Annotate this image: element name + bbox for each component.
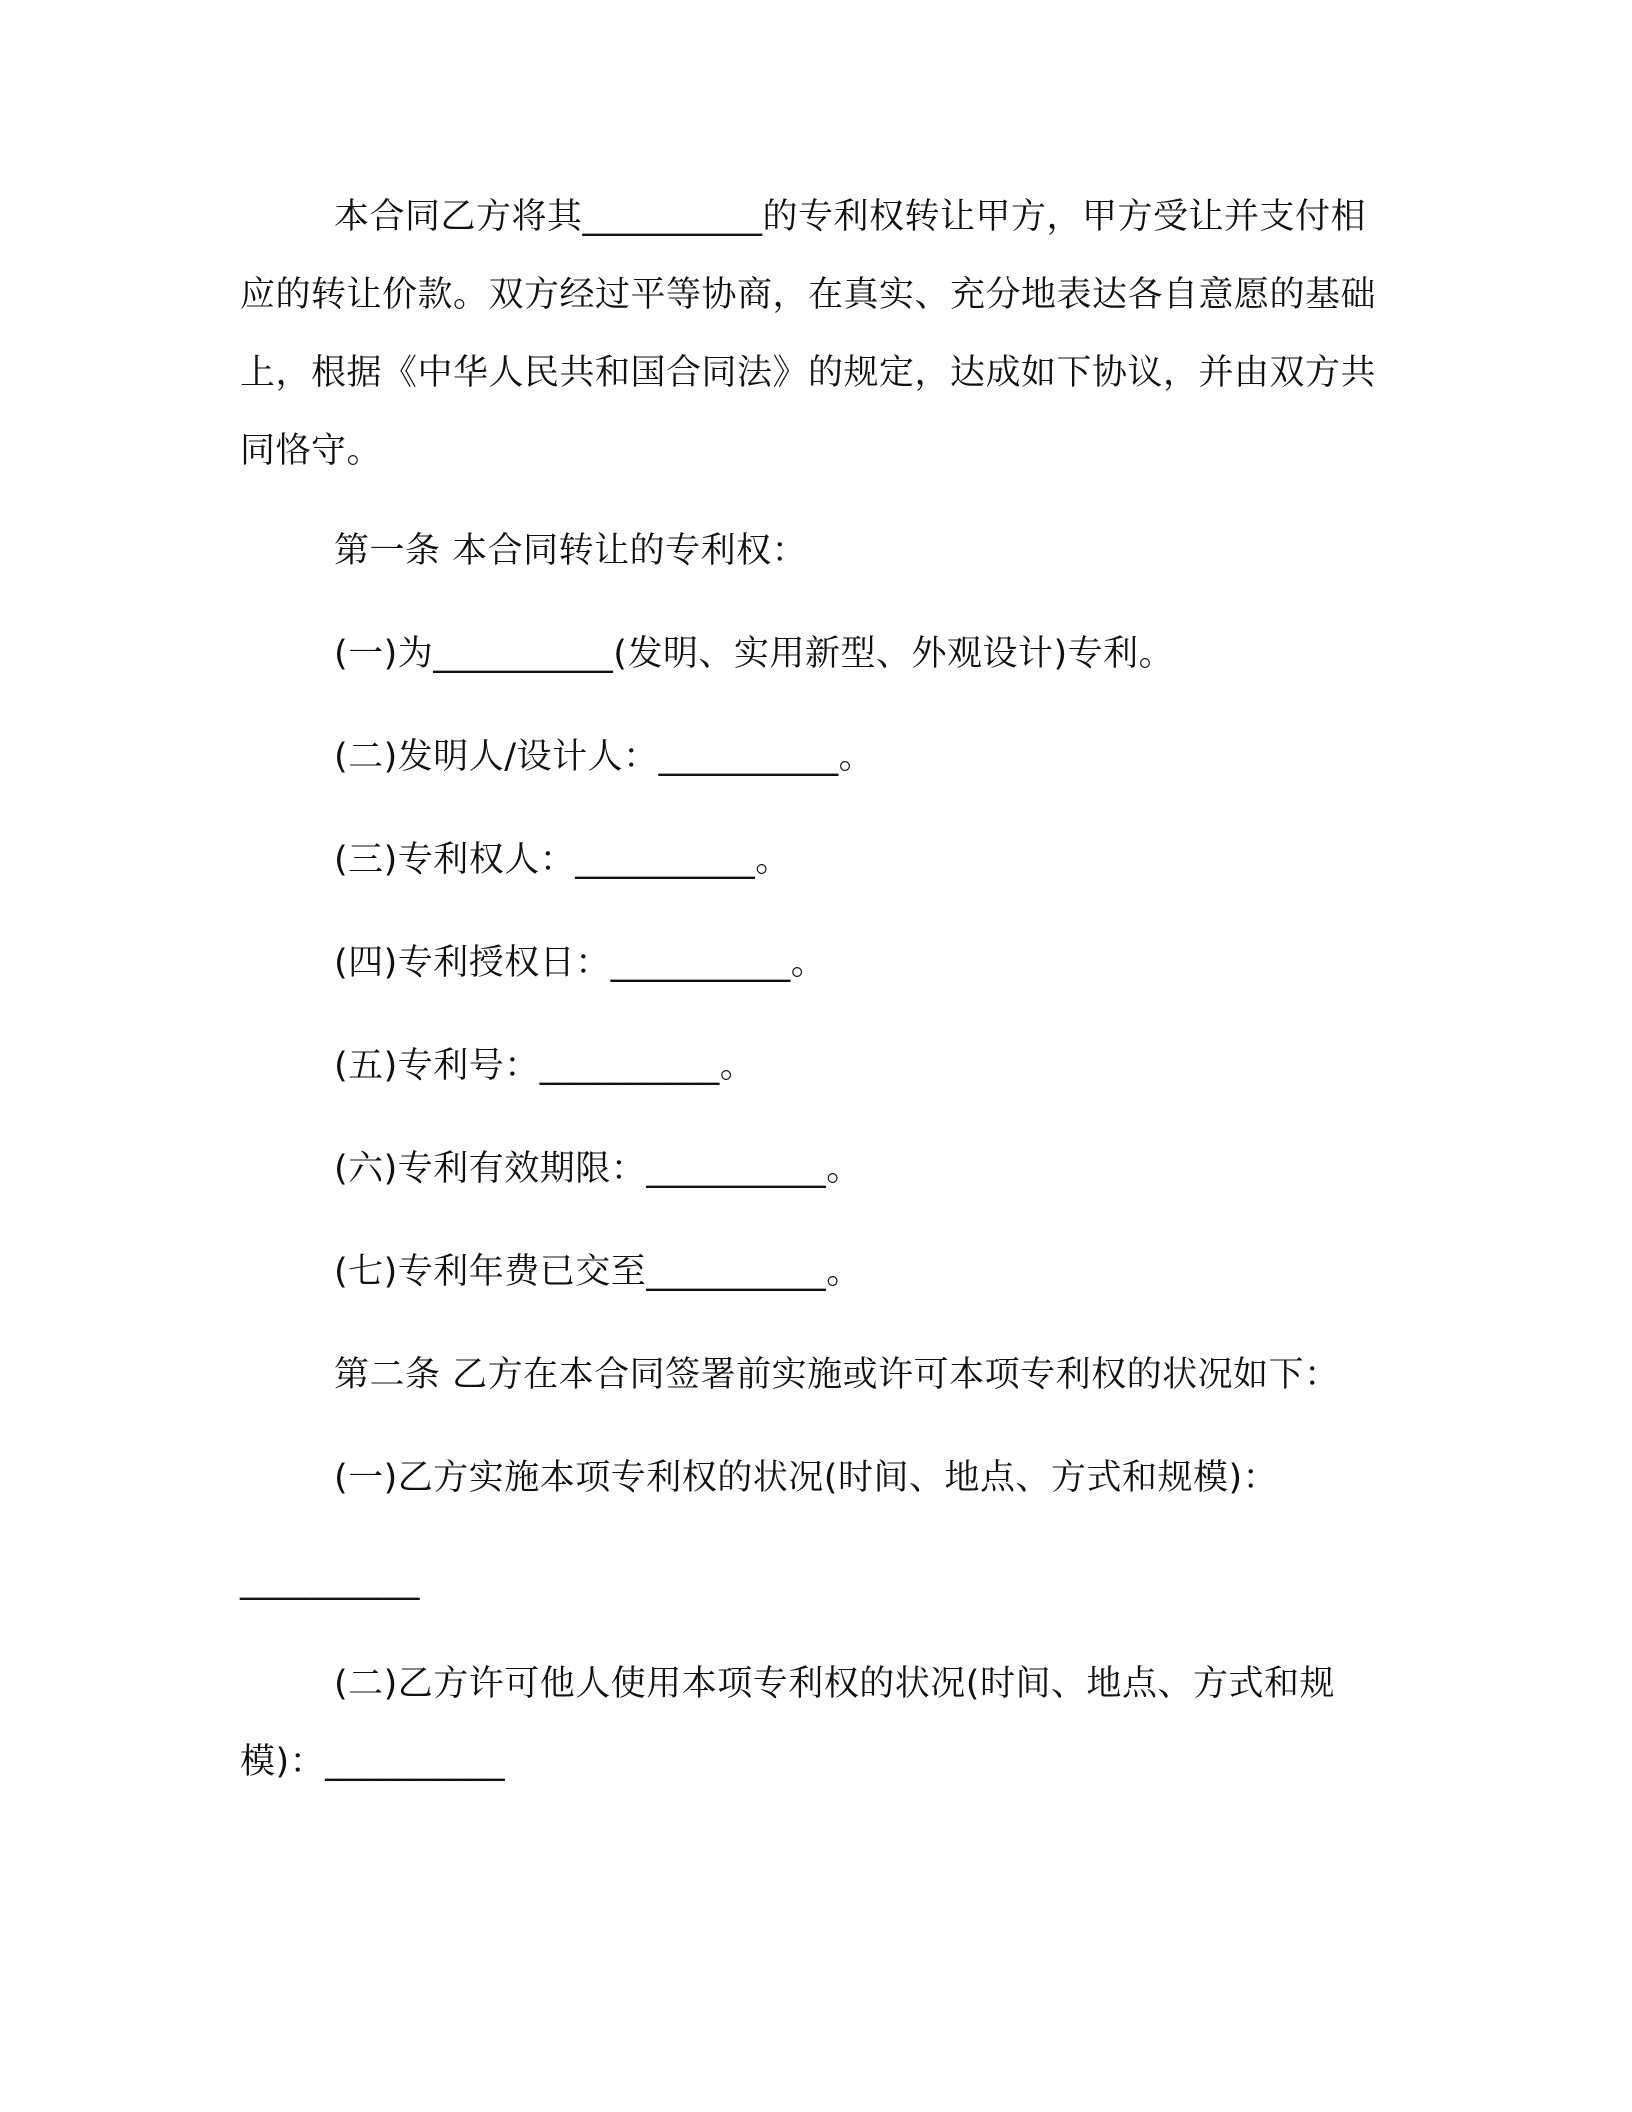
article-1-item-3: (三)专利权人：__________。 [334,840,791,880]
article-1-item-7: (七)专利年费已交至__________。 [334,1252,862,1292]
article-1-item-6: (六)专利有效期限：__________。 [334,1149,862,1189]
article-2-item-2-line-2: 模)：__________ [240,1742,506,1782]
article-1-item-5: (五)专利号：__________。 [334,1046,756,1086]
article-2-heading: 第二条 乙方在本合同签署前实施或许可本项专利权的状况如下： [334,1355,1340,1395]
article-2-item-1: (一)乙方实施本项专利权的状况(时间、地点、方式和规模)： [334,1458,1279,1498]
article-1-item-1: (一)为__________(发明、实用新型、外观设计)专利。 [334,634,1175,674]
article-1-item-2: (二)发明人/设计人：__________。 [334,737,875,777]
article-2-item-2-line-1: (二)乙方许可他人使用本项专利权的状况(时间、地点、方式和规 [334,1664,1335,1704]
article-1-heading: 第一条 本合同转让的专利权： [334,531,808,571]
preamble-paragraph: 本合同乙方将其__________的专利权转让甲方，甲方受让并支付相应的转让价款。双方经过平等协商，在真实、充分地表达各自意愿的基础上，根据《中华人民共和国合同法》的规定，达成如下协议，并由双方共同恪守。 [240,197,1377,471]
article-1-item-4: (四)专利授权日：__________。 [334,943,827,983]
article-2-item-1-blank: __________ [240,1561,420,1601]
